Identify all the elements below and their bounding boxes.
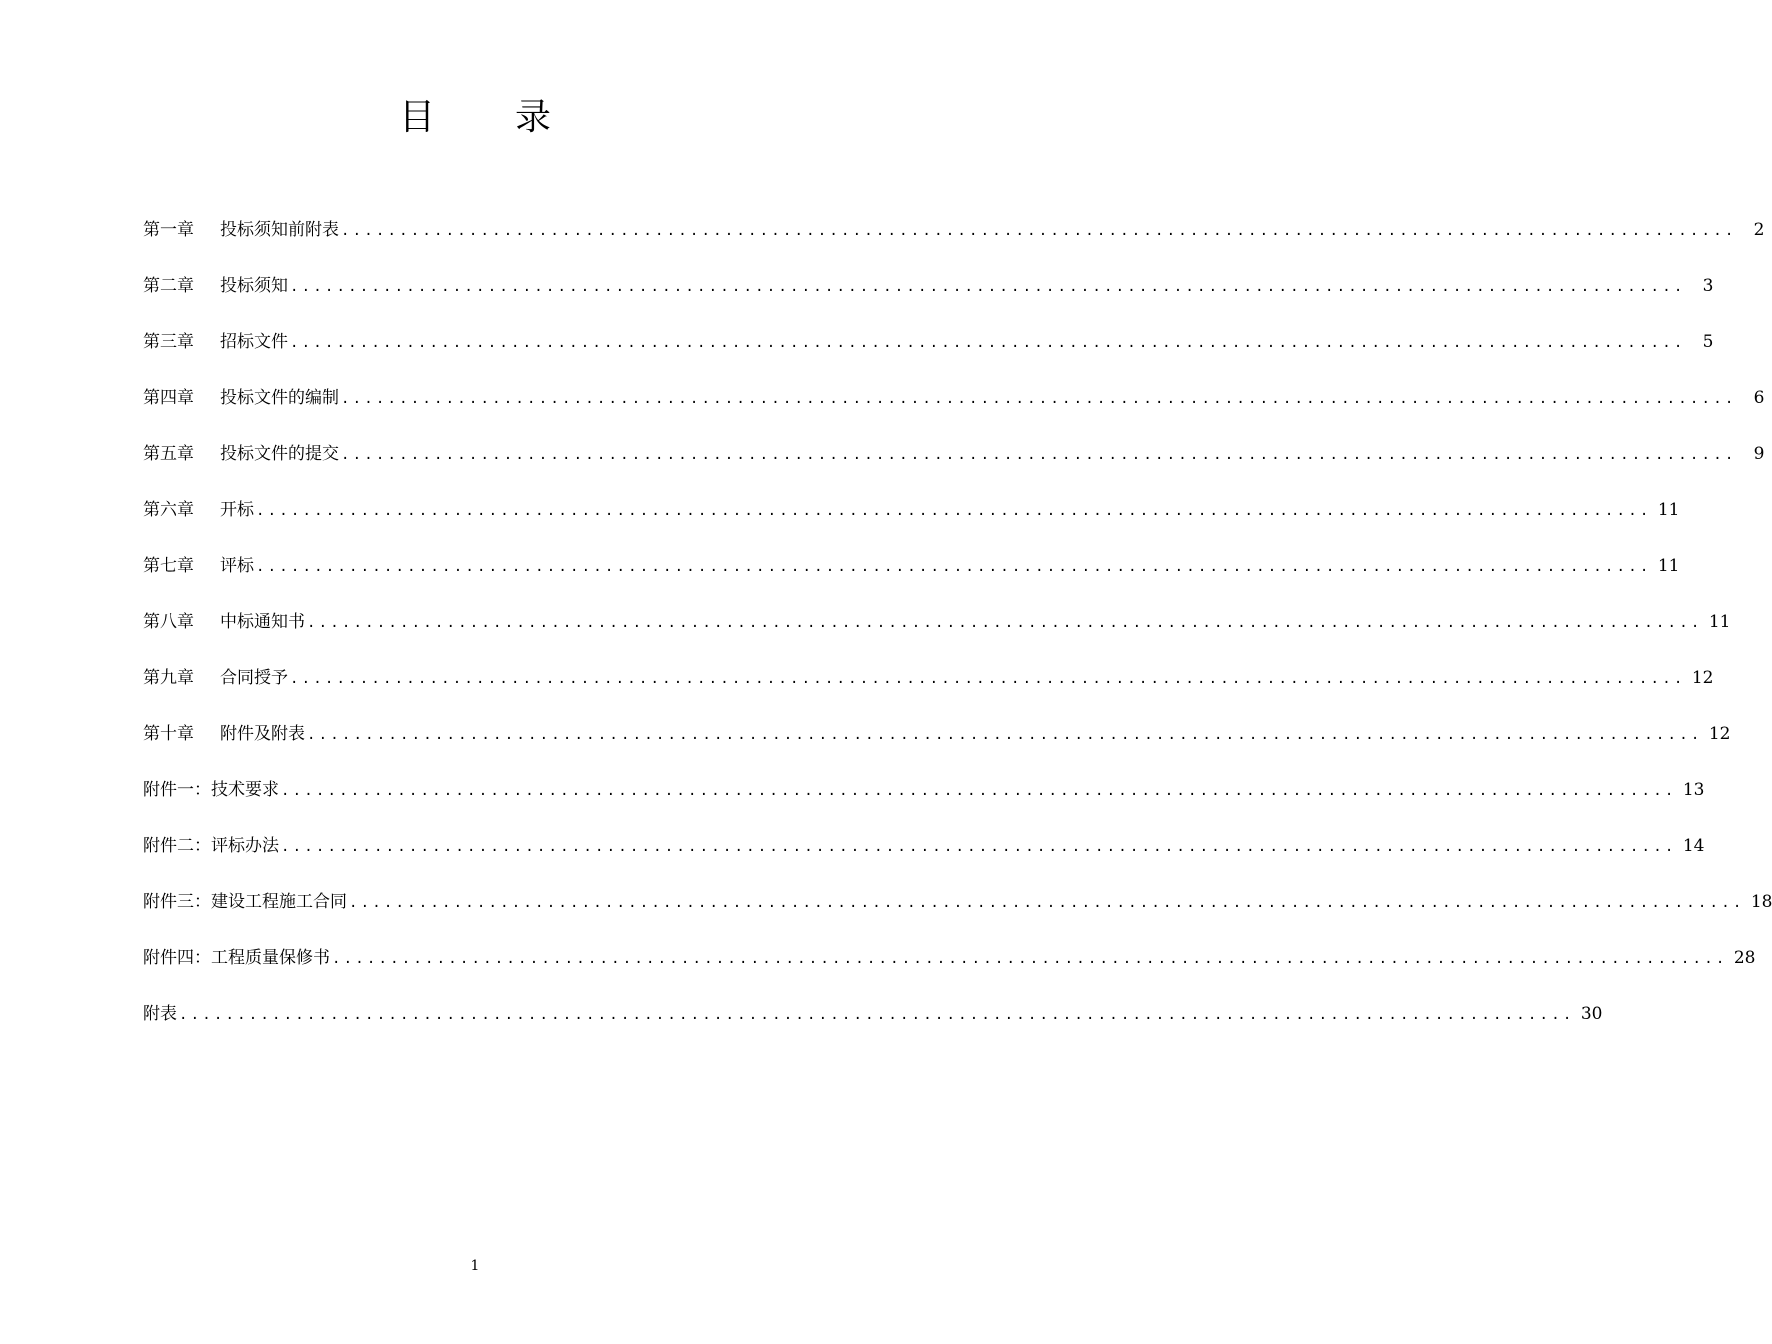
- toc-entry-title: 投标文件的提交: [220, 444, 339, 464]
- toc-entry[interactable]: [143, 212, 1765, 268]
- table-of-contents: [143, 212, 1772, 1052]
- toc-entry-title: 工程质量保修书: [211, 948, 330, 968]
- toc-dot-leader: ........................................................................................................................: [281, 839, 1677, 855]
- toc-chapter-label: 附件三：: [143, 892, 211, 912]
- page-title: [0, 94, 950, 142]
- toc-page-number: 5: [1702, 332, 1714, 352]
- toc-entry-title: 中标通知书: [220, 612, 305, 632]
- toc-entry-title: 评标办法: [211, 836, 279, 856]
- toc-dot-leader: ........................................................................................................................: [256, 559, 1652, 575]
- toc-page-number: 18: [1750, 892, 1772, 912]
- toc-chapter-label: 第三章: [143, 332, 194, 352]
- toc-chapter-label: 第十章: [143, 724, 194, 744]
- toc-dot-leader: ........................................................................................................................: [341, 447, 1737, 463]
- toc-dot-leader: ........................................................................................................................: [290, 335, 1686, 351]
- toc-chapter-label: 附件二：: [143, 836, 211, 856]
- toc-chapter-label: 第六章: [143, 500, 194, 520]
- toc-entry-title: 招标文件: [220, 332, 288, 352]
- toc-chapter-label: 附件四：: [143, 948, 211, 968]
- toc-page-number: 6: [1753, 388, 1765, 408]
- toc-dot-leader: ........................................................................................................................: [307, 615, 1703, 631]
- toc-page-number: 12: [1691, 668, 1714, 688]
- toc-entry-title: 技术要求: [211, 780, 279, 800]
- toc-chapter-label: 第二章: [143, 276, 194, 296]
- toc-entry-title: 附件及附表: [220, 724, 305, 744]
- toc-entry[interactable]: [143, 492, 1680, 548]
- toc-entry-title: 建设工程施工合同: [211, 892, 347, 912]
- toc-page-number: 3: [1702, 276, 1714, 296]
- toc-entry-title: 投标文件的编制: [220, 388, 339, 408]
- toc-entry-title: 评标: [220, 556, 254, 576]
- toc-entry[interactable]: [143, 716, 1731, 772]
- toc-page-number: 2: [1753, 220, 1765, 240]
- toc-page-number: 11: [1657, 556, 1680, 576]
- toc-chapter-label: 第九章: [143, 668, 194, 688]
- toc-page-number: 14: [1682, 836, 1705, 856]
- toc-entry[interactable]: [143, 660, 1714, 716]
- toc-entry-title: 附表: [143, 1004, 177, 1024]
- toc-chapter-label: 第四章: [143, 388, 194, 408]
- toc-entry[interactable]: [143, 436, 1765, 492]
- toc-page-number: 28: [1733, 948, 1756, 968]
- toc-entry[interactable]: [143, 772, 1705, 828]
- toc-dot-leader: ........................................................................................................................: [341, 223, 1737, 239]
- toc-dot-leader: ........................................................................................................................: [290, 279, 1686, 295]
- toc-chapter-label: 第七章: [143, 556, 194, 576]
- toc-chapter-label: 附件一：: [143, 780, 211, 800]
- toc-page-number: 30: [1580, 1004, 1603, 1024]
- toc-dot-leader: ........................................................................................................................: [256, 503, 1652, 519]
- toc-entry[interactable]: [143, 604, 1731, 660]
- toc-entry[interactable]: [143, 996, 1603, 1052]
- title-char-left: 目: [398, 97, 435, 138]
- toc-entry[interactable]: [143, 548, 1680, 604]
- toc-entry[interactable]: [143, 828, 1705, 884]
- toc-chapter-label: 第一章: [143, 220, 194, 240]
- footer-page-number: 1: [470, 1258, 480, 1274]
- toc-dot-leader: ........................................................................................................................: [307, 727, 1703, 743]
- toc-page-number: 13: [1682, 780, 1705, 800]
- toc-dot-leader: ........................................................................................................................: [281, 783, 1677, 799]
- toc-dot-leader: ........................................................................................................................: [179, 1007, 1575, 1023]
- toc-dot-leader: ........................................................................................................................: [341, 391, 1737, 407]
- toc-entry-title: 开标: [220, 500, 254, 520]
- toc-entry[interactable]: [143, 884, 1772, 940]
- title-char-right: 录: [515, 97, 552, 138]
- toc-page-number: 11: [1657, 500, 1680, 520]
- toc-page-number: 11: [1708, 612, 1731, 632]
- toc-entry-title: 投标须知前附表: [220, 220, 339, 240]
- toc-entry[interactable]: [143, 324, 1714, 380]
- toc-page-number: 12: [1708, 724, 1731, 744]
- toc-entry-title: 合同授予: [220, 668, 288, 688]
- toc-entry[interactable]: [143, 268, 1714, 324]
- toc-dot-leader: ........................................................................................................................: [290, 671, 1686, 687]
- toc-chapter-label: 第八章: [143, 612, 194, 632]
- toc-dot-leader: ........................................................................................................................: [349, 895, 1745, 911]
- toc-entry-title: 投标须知: [220, 276, 288, 296]
- toc-page-number: 9: [1753, 444, 1765, 464]
- toc-entry[interactable]: [143, 380, 1765, 436]
- toc-dot-leader: ........................................................................................................................: [332, 951, 1728, 967]
- toc-chapter-label: 第五章: [143, 444, 194, 464]
- toc-entry[interactable]: [143, 940, 1756, 996]
